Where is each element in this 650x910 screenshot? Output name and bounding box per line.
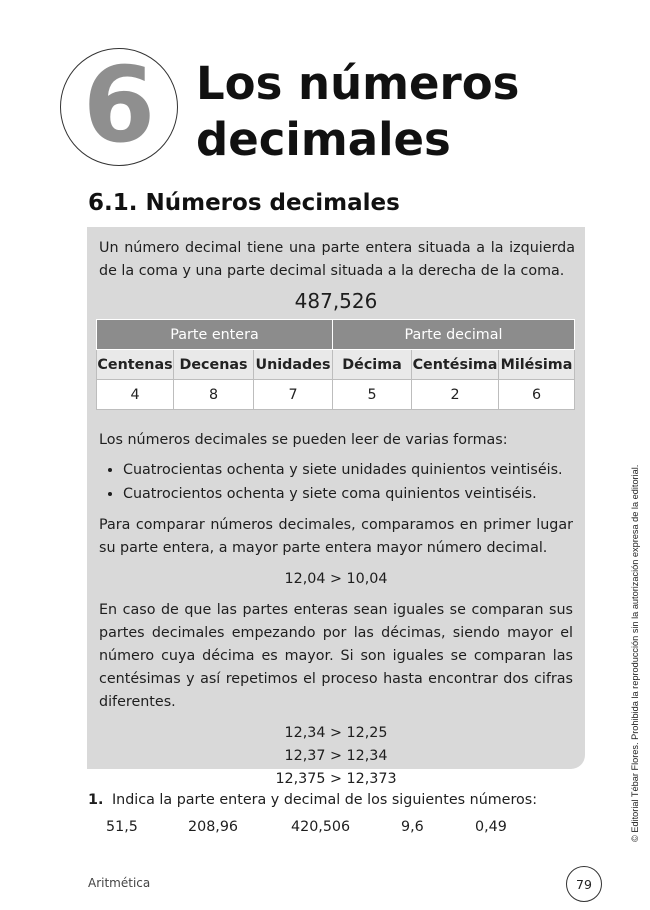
table-row	[97, 380, 575, 410]
compare-example: 12,04 > 10,04	[284, 571, 388, 587]
compare-paragraph: Para comparar números decimales, comparamos en primer lugar su parte entera, a mayor parte entera mayor número decimal.	[99, 517, 573, 556]
exercise-prompt	[88, 792, 558, 808]
intro-paragraph: Un número decimal tiene una parte entera situada a la izquierda de la coma y una parte decimal situada a la derecha de la coma.	[99, 240, 575, 279]
exercise-value: 9,6	[401, 819, 424, 835]
header-decimal-part: Parte decimal	[333, 320, 575, 350]
table-cell: 2	[412, 380, 499, 410]
exercise-1	[88, 792, 558, 841]
chapter-title-line-2: decimales	[196, 113, 451, 166]
section-title: 6.1. Números decimales	[88, 190, 400, 216]
chapter-number-circle	[60, 44, 178, 166]
column-header: Décima	[333, 350, 412, 380]
footer-subject: Aritmética	[88, 876, 151, 890]
table-group-header-row	[97, 320, 575, 350]
comparison-example: 12,375 > 12,373	[275, 771, 397, 787]
table-cell: 6	[499, 380, 575, 410]
table-cell: 5	[333, 380, 412, 410]
chapter-number: 6	[82, 44, 156, 166]
exercise-value: 51,5	[106, 819, 138, 835]
list-item: • Cuatrocientos ochenta y siete coma quinientos veintiséis.	[123, 482, 573, 506]
table-cell: 8	[174, 380, 254, 410]
table-cell: 4	[97, 380, 174, 410]
table-column-header-row	[97, 350, 575, 380]
column-header: Milésima	[499, 350, 575, 380]
copyright-notice: © Editorial Tébar Flores. Prohibida la reproducción sin la autorización expresa de la editorial.	[630, 464, 640, 842]
chapter-title	[196, 56, 519, 168]
list-item: • Cuatrocientas ochenta y siete unidades quinientos veintiséis.	[123, 458, 573, 482]
column-header: Centenas	[97, 350, 174, 380]
exercise-value: 208,96	[188, 819, 239, 835]
table-cell: 7	[254, 380, 333, 410]
comparison-example: 12,37 > 12,34	[284, 748, 388, 764]
comparison-example: 12,34 > 12,25	[284, 725, 388, 741]
exercise-value: 0,49	[475, 819, 507, 835]
exercise-values	[88, 819, 558, 841]
chapter-title-line-1: Los números	[196, 57, 520, 110]
comparison-examples	[99, 722, 573, 791]
header-integer-part: Parte entera	[97, 320, 333, 350]
example-number: 487,526	[294, 289, 378, 313]
column-header: Centésima	[412, 350, 499, 380]
exercise-text: Indica la parte entera y decimal de los siguientes números:	[111, 792, 538, 808]
column-header: Decenas	[174, 350, 254, 380]
column-header: Unidades	[254, 350, 333, 380]
read-forms-list	[99, 458, 573, 506]
theory-box	[87, 227, 585, 787]
place-value-table	[96, 319, 575, 410]
exercise-number: 1.	[88, 792, 104, 808]
equal-parts-paragraph: En caso de que las partes enteras sean iguales se comparan sus partes decimales empezando por las décimas, siendo mayor el número cuya décima es mayor. Si son iguales se comparan las centésimas y así repetimos el proceso hasta encontrar dos cifras diferentes.	[99, 602, 573, 710]
exercise-value: 420,506	[291, 819, 351, 835]
read-forms-intro: Los números decimales se pueden leer de varias formas:	[99, 432, 508, 448]
page-number: 79	[566, 866, 602, 902]
